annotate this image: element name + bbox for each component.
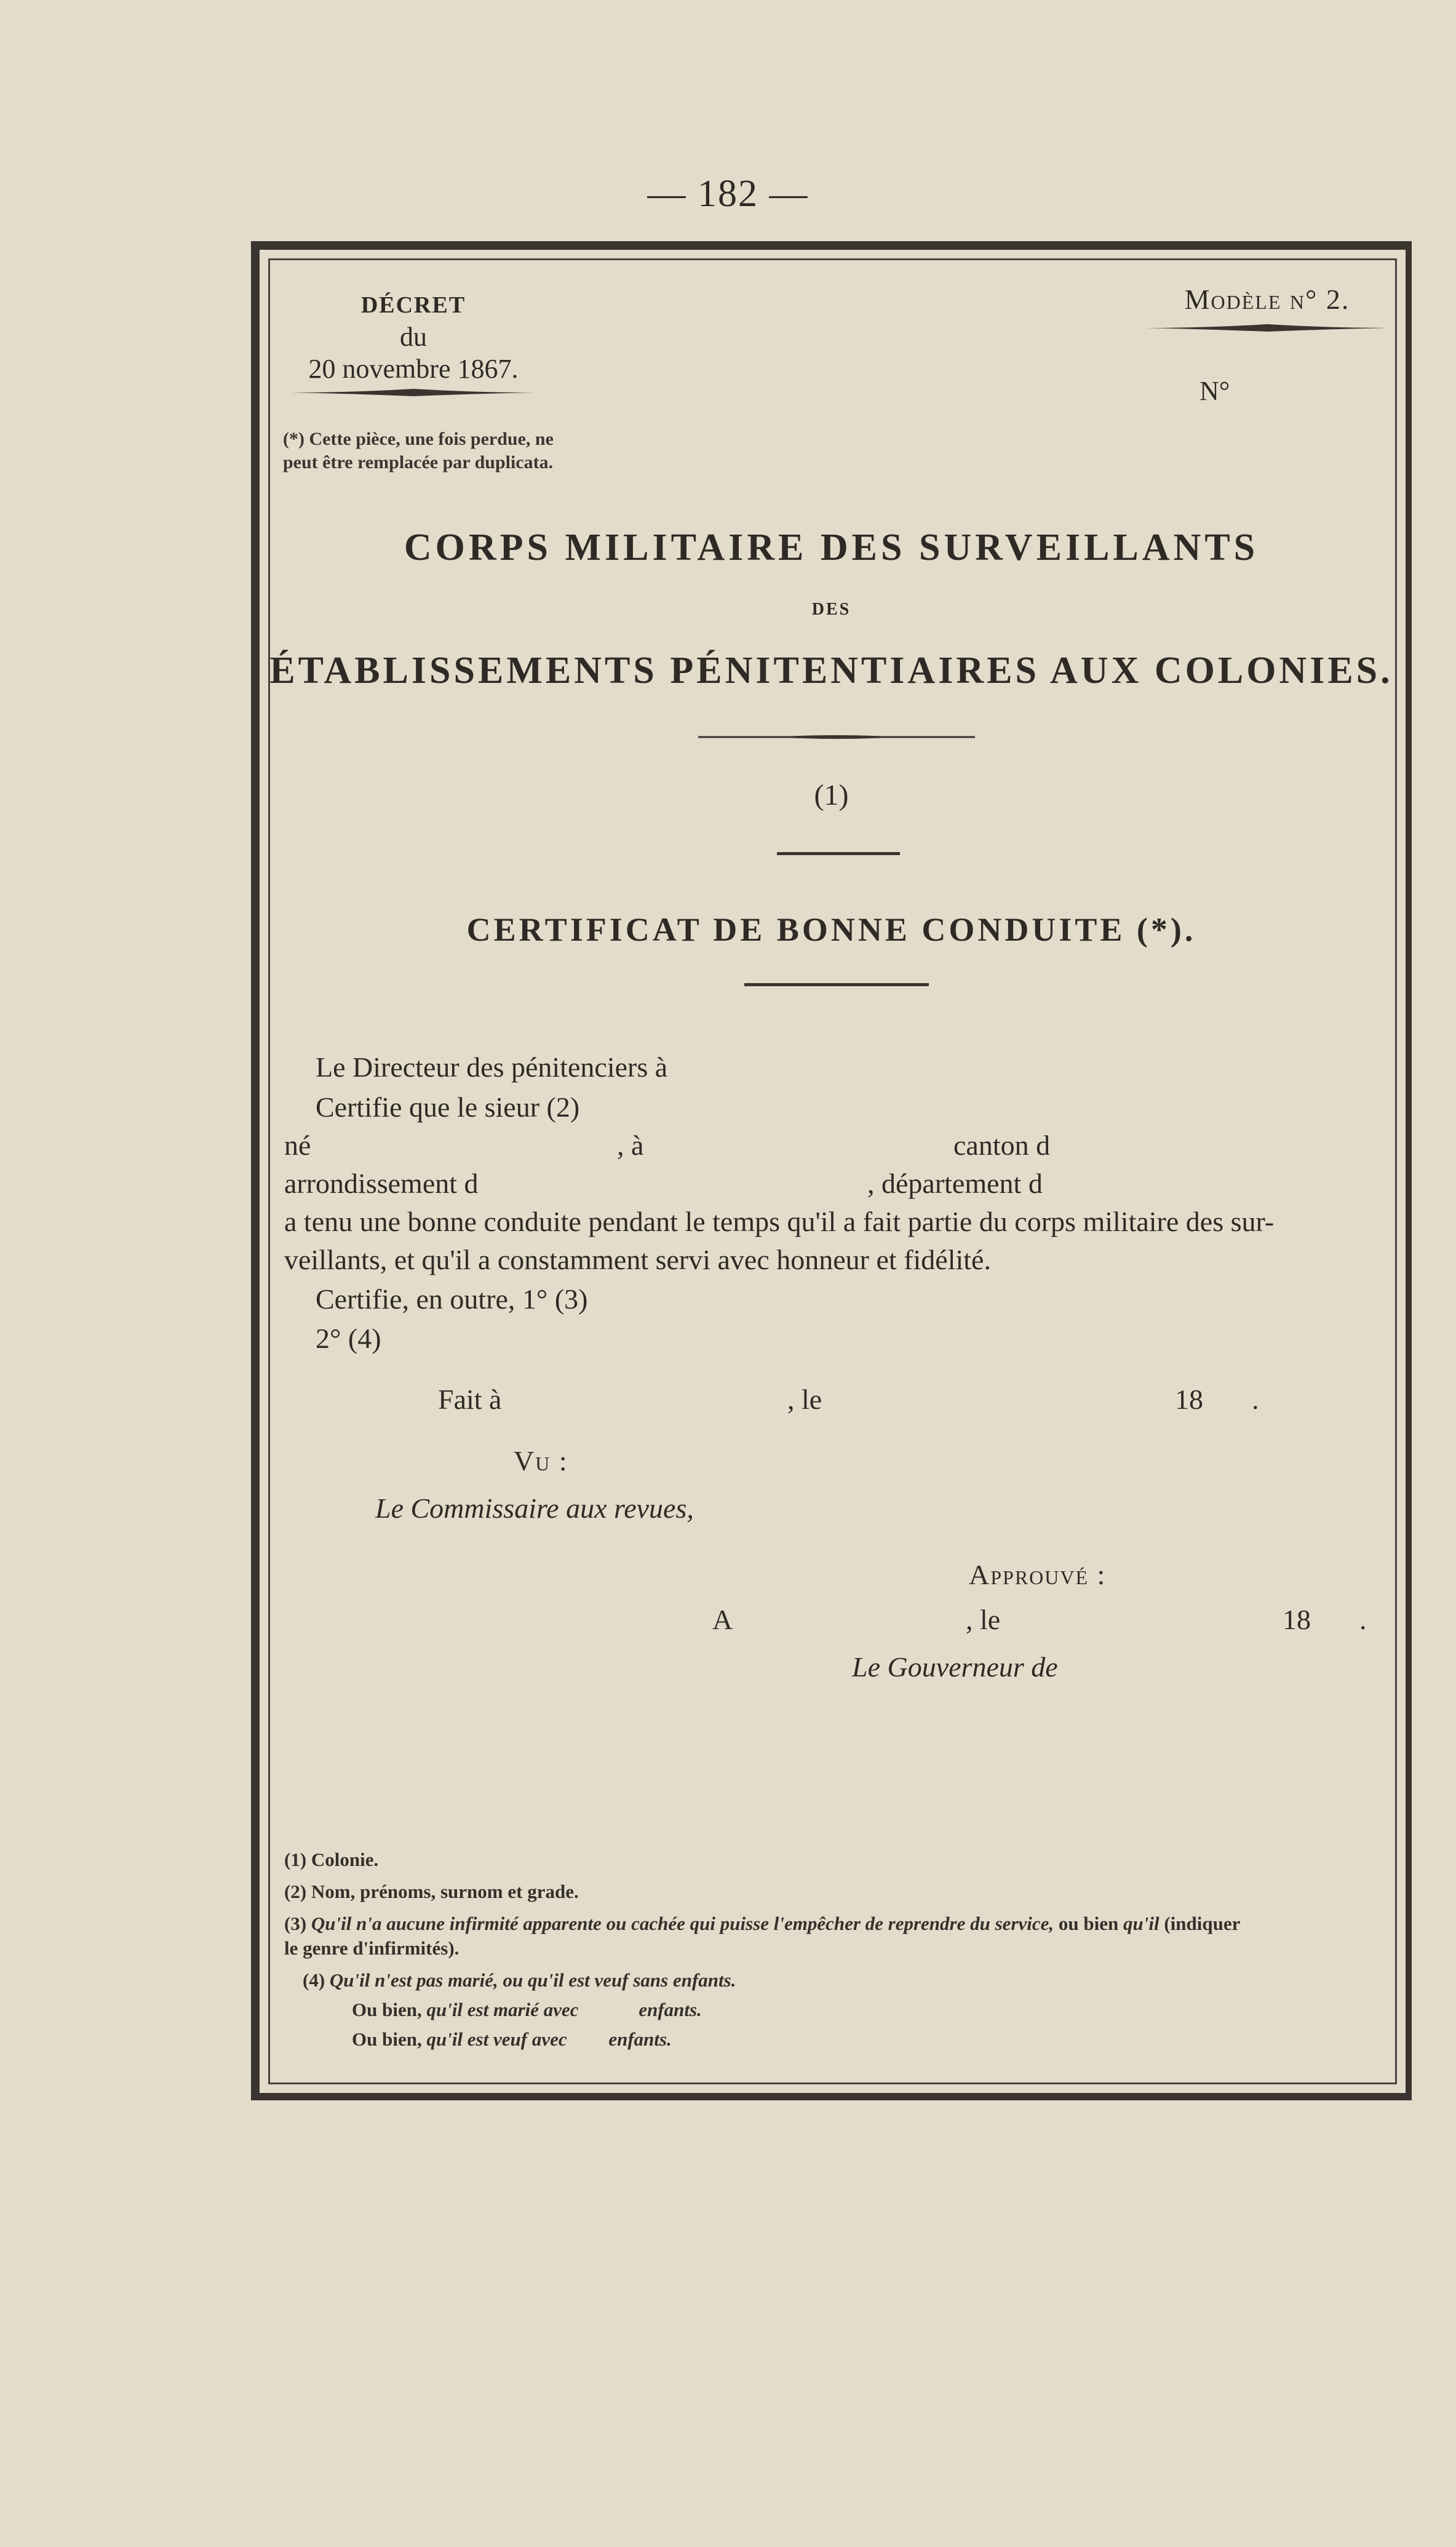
footnote-3-cont: le genre d'infirmités).: [284, 1937, 459, 1959]
page-number: — 182 —: [647, 173, 809, 215]
title-swash-ornament: [698, 732, 975, 742]
divider-rule: [744, 983, 929, 986]
departement-label: , département d: [867, 1168, 1043, 1199]
footnote-3-italic: Qu'il n'a aucune infirmité apparente ou cachée qui puisse l'empêcher de reprendre du service,: [311, 1913, 1054, 1934]
footnote-3-indiquer: (indiquer: [1164, 1913, 1241, 1934]
commissaire-label: Le Commissaire aux revues,: [375, 1493, 694, 1524]
footnote-4-line2-i: qu'il est marié avec: [426, 1999, 579, 2020]
a-label: , à: [617, 1130, 644, 1161]
conduct-paragraph-line2: veillants, et qu'il a constamment servi avec honneur et fidélité.: [284, 1244, 991, 1275]
approuve-label: Approuvé :: [969, 1559, 1107, 1590]
fait-period: .: [1252, 1384, 1259, 1415]
decret-du: du: [400, 322, 427, 352]
footnote-2: (2) Nom, prénoms, surnom et grade.: [284, 1881, 579, 1902]
approuve-year: 18: [1283, 1604, 1311, 1635]
footnote-3-number: (3): [284, 1913, 307, 1934]
footnote-4-line2: [352, 1998, 702, 2022]
decret-label: DÉCRET: [360, 292, 466, 318]
modele-label: [1138, 283, 1396, 335]
footnote-3-italic2: qu'il: [1123, 1913, 1160, 1934]
en-outre-line: Certifie, en outre, 1° (3): [316, 1283, 588, 1315]
footnote-4-line3-i: qu'il est veuf avec: [426, 2028, 567, 2050]
title-etablissements: ÉTABLISSEMENTS PÉNITENTIAIRES AUX COLONIES.: [269, 650, 1393, 692]
approuve-period: .: [1359, 1604, 1367, 1635]
certificate-title: CERTIFICAT DE BONNE CONDUITE (*).: [466, 911, 1196, 948]
vu-label: Vu :: [514, 1445, 568, 1477]
footnote-4: [303, 1968, 736, 1993]
footnote-4-line3-e: enfants.: [608, 2028, 672, 2050]
modele-swash-ornament: [1144, 321, 1390, 335]
divider-rule: [777, 852, 900, 855]
conduct-paragraph-line1: a tenu une bonne conduite pendant le temps qu'il a fait partie du corps militaire des sur-: [284, 1206, 1275, 1237]
certifie-line: Certifie que le sieur (2): [316, 1091, 580, 1123]
title-des: DES: [811, 600, 851, 619]
decret-date: 20 novembre 1867.: [308, 354, 519, 384]
fait-a-label: Fait à: [438, 1384, 502, 1415]
footnote-1: (1) Colonie.: [284, 1849, 379, 1870]
footnote-4-line2-a: Ou bien,: [352, 1999, 422, 2020]
modele-text: Modèle n° 2.: [1184, 284, 1350, 315]
title-corps-militaire: CORPS MILITAIRE DES SURVEILLANTS: [404, 527, 1259, 568]
fait-year: 18: [1175, 1384, 1203, 1415]
decret-swash-ornament: [290, 385, 536, 400]
colonie-reference: (1): [814, 779, 849, 811]
directeur-line: Le Directeur des pénitenciers à: [316, 1051, 668, 1083]
footnote-4-line3-a: Ou bien,: [352, 2028, 422, 2050]
footnote-3: [284, 1911, 1385, 1936]
second-condition-line: 2° (4): [316, 1323, 381, 1354]
decret-block: [278, 289, 549, 400]
approuve-le-label: , le: [966, 1604, 1001, 1635]
ne-label: né: [284, 1130, 311, 1161]
footnote-4-italic: Qu'il n'est pas marié, ou qu'il est veuf sans enfants.: [329, 1969, 736, 1991]
footnote-4-line2-e: enfants.: [638, 1999, 702, 2020]
duplicate-note: (*) Cette pièce, une fois perdue, ne peut être remplacée par duplicata.: [283, 429, 554, 472]
footnote-3-or: ou bien: [1058, 1913, 1119, 1934]
approuve-a-label: A: [712, 1604, 733, 1635]
canton-label: canton d: [953, 1130, 1051, 1161]
footnote-4-number: (4): [303, 1969, 325, 1991]
arrondissement-label: arrondissement d: [284, 1168, 479, 1199]
numero-field: N°: [1199, 376, 1230, 406]
fait-le-label: , le: [787, 1384, 822, 1415]
gouverneur-label: Le Gouverneur de: [852, 1651, 1058, 1683]
footnote-4-line3: [352, 2027, 672, 2052]
